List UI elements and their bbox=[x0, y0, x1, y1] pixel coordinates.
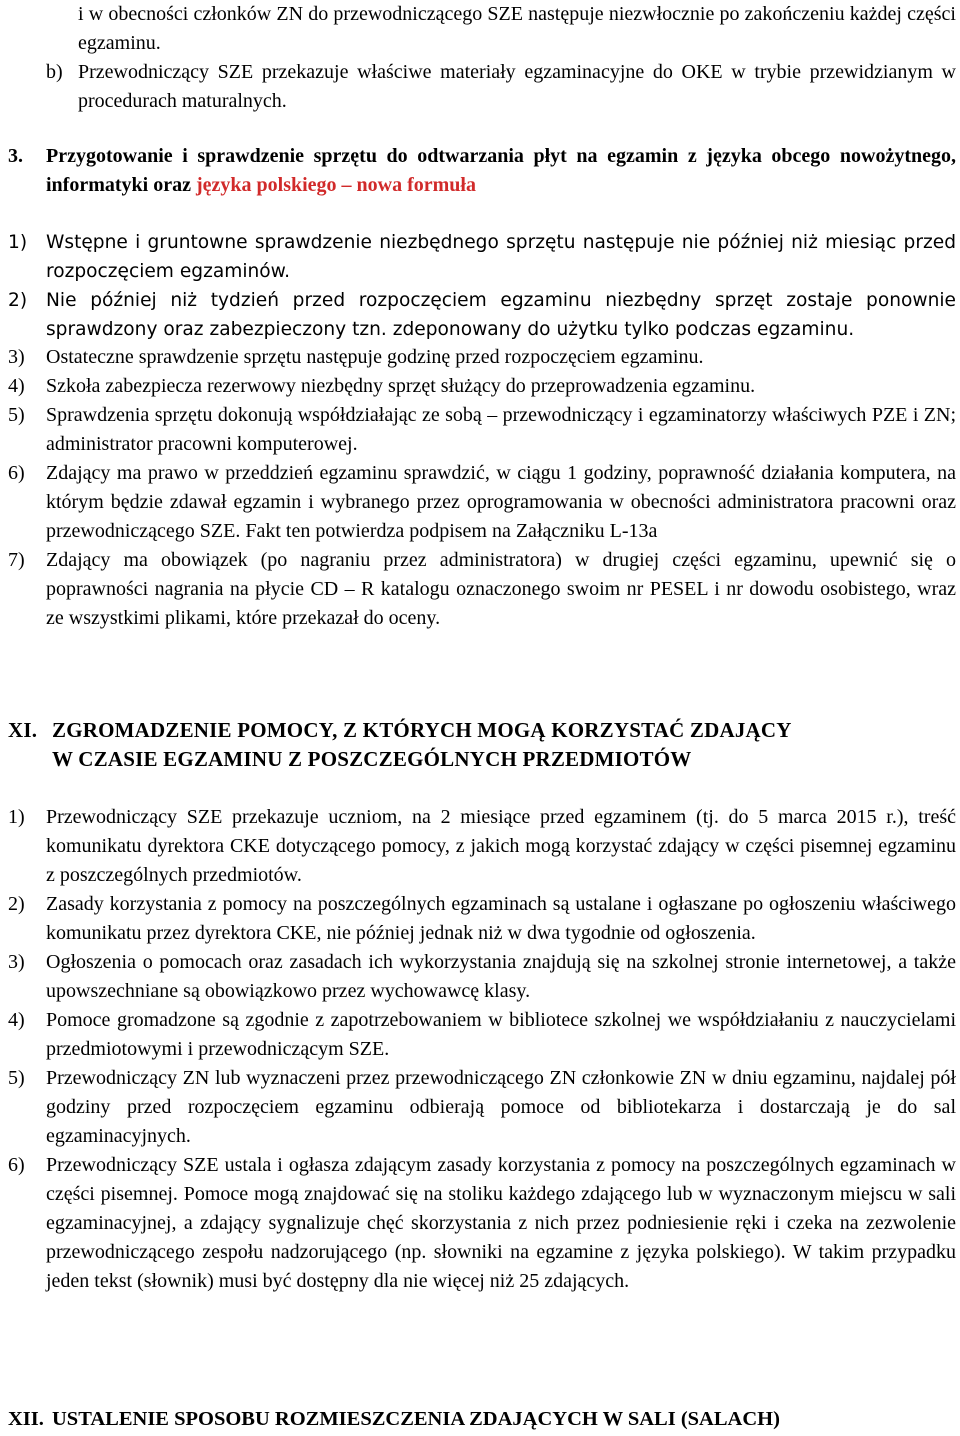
item-text: Wstępne i gruntowne sprawdzenie niezbędnego sprzętu następuje nie później niż miesiąc przed rozpoczęciem egzaminów. bbox=[46, 232, 956, 282]
item-number: 2) bbox=[8, 290, 28, 311]
item-text: Ostateczne sprawdzenie sprzętu następuje godzinę przed rozpoczęciem egzaminu. bbox=[46, 346, 704, 368]
item-marker: b) bbox=[46, 61, 63, 83]
item-text: Ogłoszenia o pomocach oraz zasadach ich wykorzystania znajdują się na szkolnej stronie internetowej, a także upowszechniane są obowiązkowo przez wychowawcę klasy. bbox=[46, 951, 956, 1002]
item-number: 1) bbox=[8, 806, 25, 828]
list-item bbox=[0, 890, 960, 948]
section-number: XII. bbox=[8, 1408, 44, 1430]
section-3-list-cont bbox=[0, 343, 960, 633]
section-title-red: języka polskiego – nowa formuła bbox=[195, 174, 476, 196]
section-number: XI. bbox=[8, 718, 38, 742]
item-number: 1) bbox=[8, 232, 28, 253]
list-item bbox=[0, 372, 960, 401]
list-item bbox=[0, 401, 960, 459]
list-item bbox=[0, 948, 960, 1006]
section-title: USTALENIE SPOSOBU ROZMIESZCZENIA ZDAJĄCYCH W SALI (SALACH) bbox=[52, 1408, 780, 1430]
section-title-line1: ZGROMADZENIE POMOCY, Z KTÓRYCH MOGĄ KORZYSTAĆ ZDAJĄCY bbox=[52, 718, 792, 742]
list-item bbox=[0, 1151, 960, 1296]
item-text: Przewodniczący SZE przekazuje właściwe materiały egzaminacyjne do OKE w trybie przewidzianym w procedurach maturalnych. bbox=[78, 61, 956, 112]
item-text: Pomoce gromadzone są zgodnie z zapotrzebowaniem w bibliotece szkolnej we współdziałaniu z nauczycielami przedmiotowymi i przewodniczącym SZE. bbox=[46, 1009, 956, 1060]
section-title bbox=[0, 142, 960, 200]
item-number: 6) bbox=[8, 1154, 25, 1176]
list-item bbox=[0, 286, 960, 344]
list-item bbox=[0, 803, 960, 890]
item-number: 4) bbox=[8, 375, 25, 397]
item-text: Sprawdzenia sprzętu dokonują współdziałając ze sobą – przewodniczący i egzaminatorzy właściwych PZE i ZN; administrator pracowni komputerowej. bbox=[46, 404, 956, 455]
item-number: 7) bbox=[8, 549, 25, 571]
section-title-line2: W CZASIE EGZAMINU Z POSZCZEGÓLNYCH PRZEDMIOTÓW bbox=[52, 747, 692, 771]
item-number: 4) bbox=[8, 1009, 25, 1031]
list-item-b bbox=[0, 58, 960, 116]
item-text: Zdający ma prawo w przeddzień egzaminu sprawdzić, w ciągu 1 godziny, poprawność działania komputera, na którym będzie zdawał egzamin i wybranego przez oprogramowania w obecności administratora pracowni oraz przewodniczącego SZE. Fakt ten potwierdza podpisem na Załączniku L-13a bbox=[46, 462, 956, 542]
section-11-heading bbox=[0, 716, 960, 774]
item-text: Przewodniczący SZE ustala i ogłasza zdającym zasady korzystania z pomocy na poszczególnych egzaminach w części pisemnej. Pomoce mogą znajdować się na stoliku każdego zdającego lub w wyznaczonym miejscu w sali egzaminacyjnej, a zdający sygnalizuje chęć skorzystania z nich przez podniesienie ręki i czeka na zezwolenie przewodniczącego zespołu nadzorującego (np. słowniki na egzamine z języka polskiego). W takim przypadku jeden tekst (słownik) musi być dostępny dla nie więcej niż 25 zdających. bbox=[46, 1154, 956, 1292]
section-3-heading bbox=[0, 142, 960, 200]
list-item bbox=[0, 1064, 960, 1151]
continuation-text: i w obecności członków ZN do przewodniczącego SZE następuje niezwłocznie po zakończeniu każdej części egzaminu. bbox=[78, 3, 956, 54]
list-item bbox=[0, 1006, 960, 1064]
item-number: 5) bbox=[8, 404, 25, 426]
section-12-heading bbox=[0, 1405, 960, 1434]
section-11-list bbox=[0, 803, 960, 1296]
item-number: 3) bbox=[8, 346, 25, 368]
section-title-black: Przygotowanie i sprawdzenie sprzętu do odtwarzania płyt na egzamin z języka obcego nowożytnego, informatyki oraz bbox=[46, 145, 956, 196]
item-number: 2) bbox=[8, 893, 25, 915]
continuation-paragraph bbox=[0, 0, 960, 58]
section-3-list bbox=[0, 228, 960, 344]
item-text: Zasady korzystania z pomocy na poszczególnych egzaminach są ustalane i ogłaszane po ogłoszeniu właściwego komunikatu przez dyrektora CKE, nie później jednak niż w dwa tygodnie od ogłoszenia. bbox=[46, 893, 956, 944]
item-text: Szkoła zabezpiecza rezerwowy niezbędny sprzęt służący do przeprowadzenia egzaminu. bbox=[46, 375, 756, 397]
section-number: 3. bbox=[8, 145, 23, 167]
list-item bbox=[0, 546, 960, 633]
item-text: Przewodniczący ZN lub wyznaczeni przez przewodniczącego ZN członkowie ZN w dniu egzaminu, najdalej pół godziny przed rozpoczęciem egzaminu odbierają pomoce od bibliotekarza i dostarczają je do sal egzaminacyjnych. bbox=[46, 1067, 956, 1147]
item-number: 6) bbox=[8, 462, 25, 484]
item-number: 3) bbox=[8, 951, 25, 973]
item-text: Przewodniczący SZE przekazuje uczniom, na 2 miesiące przed egzaminem (tj. do 5 marca 2015 r.), treść komunikatu dyrektora CKE dotyczącego pomocy, z jakich mogą korzystać zdający w części pisemnej egzaminu z poszczególnych przedmiotów. bbox=[46, 806, 956, 886]
item-text: Zdający ma obowiązek (po nagraniu przez administratora) w drugiej części egzaminu, upewnić się o poprawności nagrania na płycie CD – R katalogu oznaczonego swoim nr PESEL i nr dowodu osobistego, wraz ze wszystkimi plikami, które przekazał do oceny. bbox=[46, 549, 956, 629]
list-item bbox=[0, 228, 960, 286]
item-number: 5) bbox=[8, 1067, 25, 1089]
list-item bbox=[0, 459, 960, 546]
list-item bbox=[0, 343, 960, 372]
top-continuation bbox=[0, 0, 960, 116]
item-text: Nie później niż tydzień przed rozpoczęciem egzaminu niezbędny sprzęt zostaje ponownie sprawdzony oraz zabezpieczony tzn. zdeponowany do użytku tylko podczas egzaminu. bbox=[46, 290, 956, 340]
